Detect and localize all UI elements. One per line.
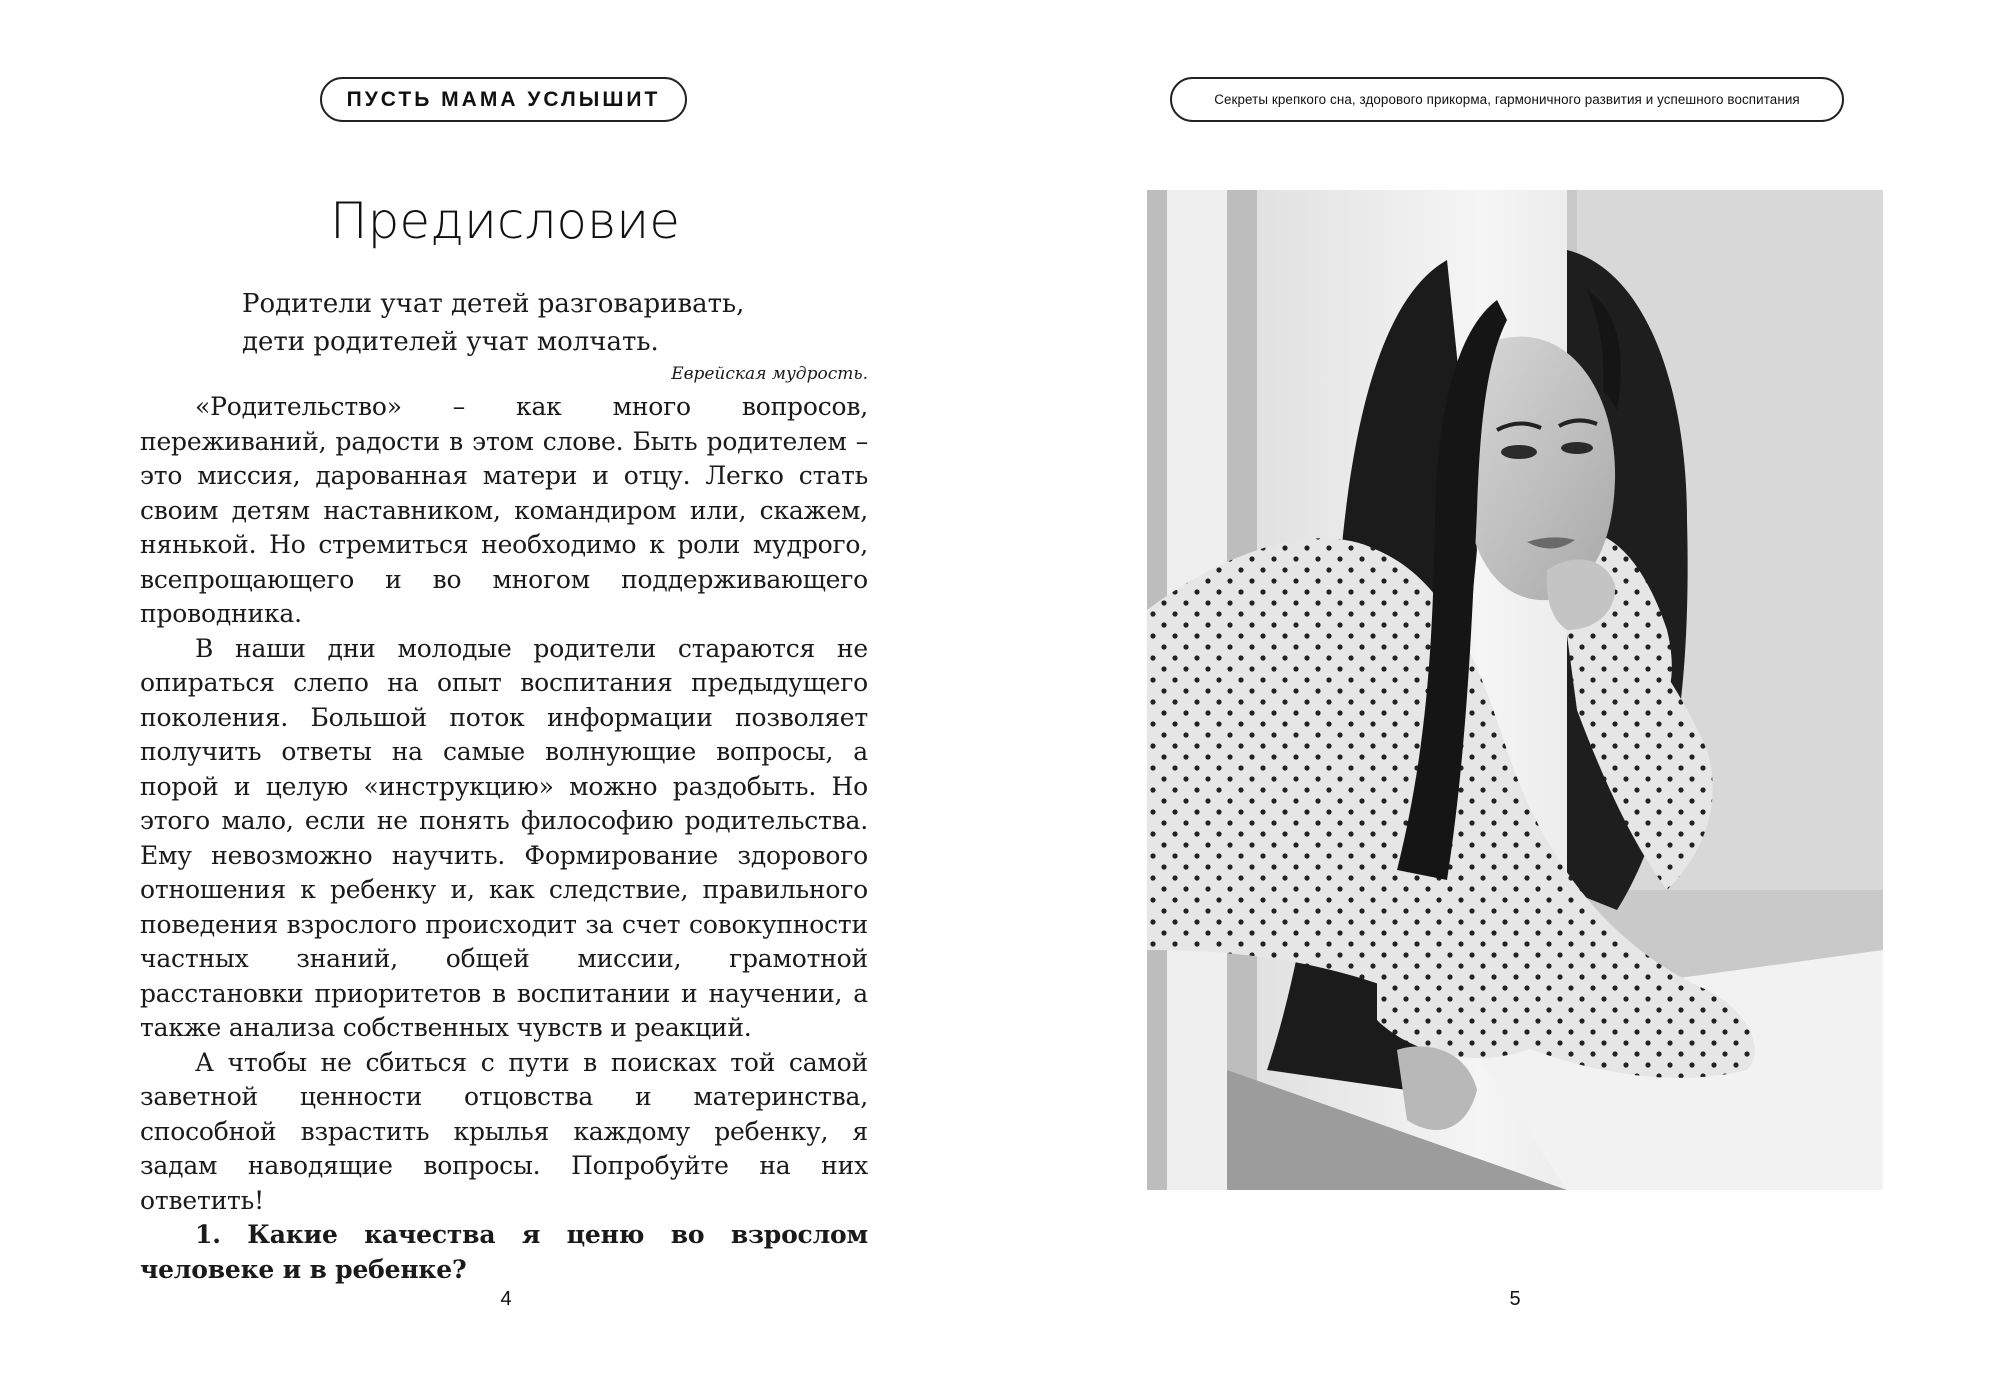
question-heading: 1. Какие качества я ценю во взрослом человеке и в ребенке? <box>140 1220 868 1284</box>
portrait-illustration <box>1147 190 1883 1190</box>
epigraph-source: Еврейская мудрость. <box>671 364 868 384</box>
paragraph: А чтобы не сбиться с пути в поисках той самой заветной ценности отцовства и материнства, способной взрастить крылья каждому ребенку, я задам наводящие вопросы. Попробуйте на них ответить! <box>140 1047 868 1215</box>
book-subtitle-header: Секреты крепкого сна, здорового прикорма, гармоничного развития и успешного воспитания <box>1170 77 1844 122</box>
epigraph <box>242 285 862 361</box>
epigraph-line: дети родителей учат молчать. <box>242 327 659 357</box>
portrait-photo <box>1147 190 1883 1190</box>
book-title-header: ПУСТЬ МАМА УСЛЫШИТ <box>320 77 687 122</box>
page-number: 4 <box>500 1288 512 1310</box>
paragraph: «Родительство» – как много вопросов, переживаний, радости в этом слове. Быть родителем – это миссия, дарованная матери и отцу. Легко стать своим детям наставником, командиром или, скажем, нянькой. Но стремиться необходимо к роли мудрого, всепрощающего и во многом поддерживающего проводника. <box>140 392 868 628</box>
chapter-title: Предисловие <box>330 192 680 250</box>
epigraph-line: Родители учат детей разговаривать, <box>242 289 745 319</box>
paragraph: В наши дни молодые родители стараются не опираться слепо на опыт воспитания предыдущего поколения. Большой поток информации позволяет получить ответы на самые волнующие вопросы, а порой и целую «инструкцию» можно раздобыть. Но этого мало, если не понять философию родительства. Ему невозможно научить. Формирование здорового отношения к ребенку и, как следствие, правильного поведения взрослого происходит за счет совокупности частных знаний, общей миссии, грамотной расстановки приоритетов в воспитании и научении, а также анализа собственных чувств и реакций. <box>140 633 868 1042</box>
right-page <box>1000 0 2000 1379</box>
body-text <box>140 390 868 1287</box>
page-number: 5 <box>1509 1288 1521 1310</box>
